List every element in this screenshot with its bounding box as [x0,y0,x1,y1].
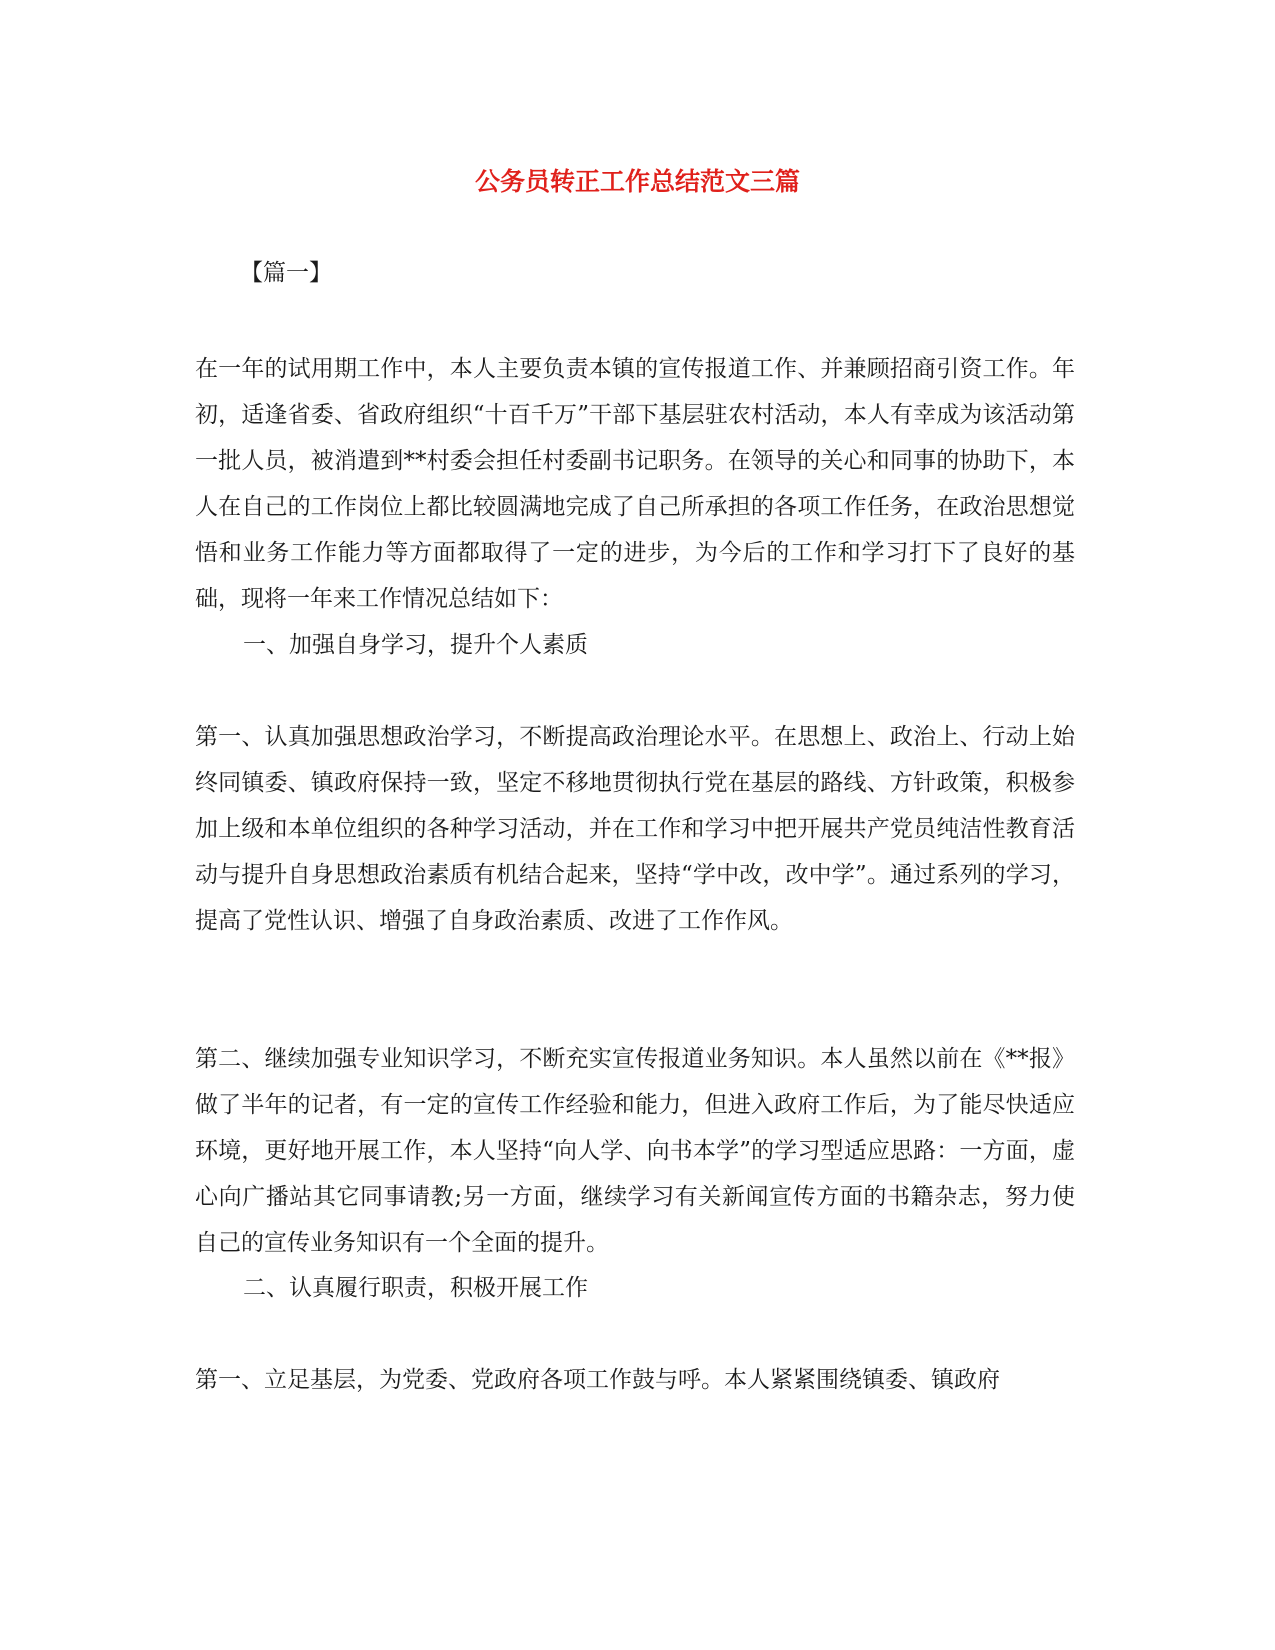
paragraph-political-study: 第一、认真加强思想政治学习，不断提高政治理论水平。在思想上、政治上、行动上始终同镇委、镇政府保持一致，坚定不移地贯彻执行党在基层的路线、方针政策，积极参加上级和本单位组织的各种学习活动，并在工作和学习中把开展共产党员纯洁性教育活动与提升自身思想政治素质有机结合起来，坚持“学中改，改中学”。通过系列的学习，提高了党性认识、增强了自身政治素质、改进了工作作风。 [195,724,1075,934]
paragraph-grassroots: 第一、立足基层，为党委、党政府各项工作鼓与呼。本人紧紧围绕镇委、镇政府 [195,1367,1000,1393]
paragraph-intro: 在一年的试用期工作中，本人主要负责本镇的宣传报道工作、并兼顾招商引资工作。年初，适逢省委、省政府组织“十百千万”干部下基层驻农村活动，本人有幸成为该活动第一批人员，被消遣到**村委会担任村委副书记职务。在领导的关心和同事的协助下，本人在自己的工作岗位上都比较圆满地完成了自己所承担的各项工作任务，在政治思想觉悟和业务工作能力等方面都取得了一定的进步，为今后的工作和学习打下了良好的基础，现将一年来工作情况总结如下： [195,356,1075,612]
document-title: 公务员转正工作总结范文三篇 [474,167,800,196]
paragraph-professional-study: 第二、继续加强专业知识学习，不断充实宣传报道业务知识。本人虽然以前在《**报》做了半年的记者，有一定的宣传工作经验和能力，但进入政府工作后，为了能尽快适应环境，更好地开展工作，本人坚持“向人学、向书本学”的学习型适应思路：一方面，虚心向广播站其它同事请教;另一方面，继续学习有关新闻宣传方面的书籍杂志，努力使自己的宣传业务知识有一个全面的提升。 [195,1046,1075,1256]
section-heading-2: 二、认真履行职责，积极开展工作 [243,1275,588,1301]
section-label: 【篇一】 [240,260,332,286]
section-heading-1: 一、加强自身学习，提升个人素质 [243,632,588,658]
